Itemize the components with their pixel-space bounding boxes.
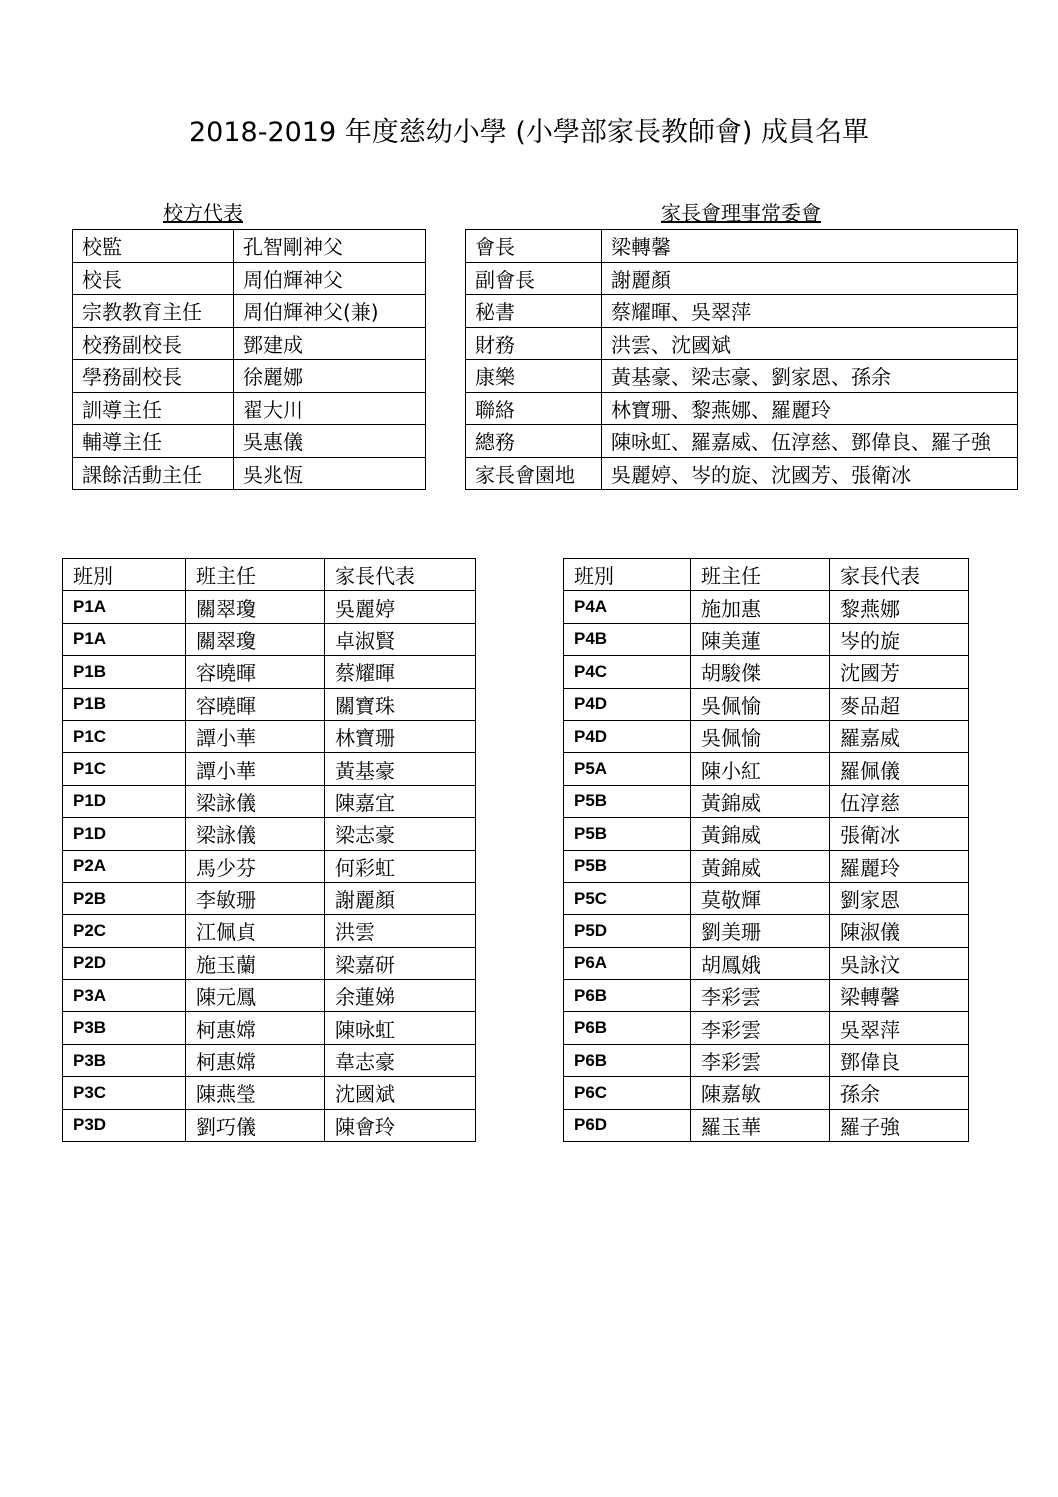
table-cell: P1B xyxy=(63,688,186,720)
table-cell: 陳咏虹 xyxy=(325,1012,476,1044)
table-cell: P6B xyxy=(564,1044,691,1076)
page-title: 2018-2019 年度慈幼小學 (小學部家長教師會) 成員名單 xyxy=(189,117,869,148)
table-cell: P4A xyxy=(564,591,691,623)
table-cell: 伍淳慈 xyxy=(830,785,969,817)
table-row xyxy=(63,818,476,850)
table-row xyxy=(73,230,426,263)
table-row xyxy=(466,457,1018,490)
table-cell: 吳詠汶 xyxy=(830,947,969,979)
table-row xyxy=(564,850,969,882)
table-row xyxy=(63,591,476,623)
table-cell: P3C xyxy=(63,1077,186,1109)
table-row xyxy=(63,753,476,785)
table-row xyxy=(466,360,1018,393)
table-cell: 訓導主任 xyxy=(73,392,234,425)
table-cell: P6B xyxy=(564,1012,691,1044)
table-cell: 陳燕瑩 xyxy=(186,1077,325,1109)
table-cell: 吳麗婷、岑的旋、沈國芳、張衛冰 xyxy=(602,457,1018,490)
table-cell: 鄧偉良 xyxy=(830,1044,969,1076)
column-header: 班別 xyxy=(564,559,691,591)
class-table-left xyxy=(62,558,476,1142)
table-cell: 陳嘉宜 xyxy=(325,785,476,817)
table-row xyxy=(466,230,1018,263)
table-cell: 李彩雲 xyxy=(691,1044,830,1076)
table-cell: 學務副校長 xyxy=(73,360,234,393)
table-row xyxy=(466,392,1018,425)
table-row xyxy=(564,980,969,1012)
table-cell: 吳佩愉 xyxy=(691,688,830,720)
table-cell: 蔡耀暉 xyxy=(325,656,476,688)
parent-committee-table xyxy=(465,229,1018,490)
table-cell: 李敏珊 xyxy=(186,882,325,914)
table-cell: 洪雲、沈國斌 xyxy=(602,327,1018,360)
table-cell: P1B xyxy=(63,656,186,688)
table-row xyxy=(564,947,969,979)
table-cell: P5A xyxy=(564,753,691,785)
table-cell: 吳佩愉 xyxy=(691,720,830,752)
table-cell: 岑的旋 xyxy=(830,623,969,655)
table-cell: 周伯輝神父 xyxy=(234,262,426,295)
table-cell: 梁志豪 xyxy=(325,818,476,850)
table-cell: 家長會園地 xyxy=(466,457,602,490)
column-header: 班主任 xyxy=(186,559,325,591)
table-cell: 課餘活動主任 xyxy=(73,457,234,490)
table-row xyxy=(564,785,969,817)
table-row xyxy=(564,623,969,655)
table-cell: P4C xyxy=(564,656,691,688)
table-cell: 周伯輝神父(兼) xyxy=(234,295,426,328)
table-cell: 施加惠 xyxy=(691,591,830,623)
table-cell: 鄧建成 xyxy=(234,327,426,360)
table-cell: 林寶珊、黎燕娜、羅麗玲 xyxy=(602,392,1018,425)
table-cell: 劉美珊 xyxy=(691,915,830,947)
table-cell: P4D xyxy=(564,720,691,752)
table-row xyxy=(564,720,969,752)
table-cell: 孔智剛神父 xyxy=(234,230,426,263)
table-cell: P5B xyxy=(564,818,691,850)
table-row xyxy=(466,425,1018,458)
table-cell: 卓淑賢 xyxy=(325,623,476,655)
table-cell: 羅子強 xyxy=(830,1109,969,1141)
table-cell: P1C xyxy=(63,753,186,785)
table-cell: 財務 xyxy=(466,327,602,360)
table-cell: 譚小華 xyxy=(186,753,325,785)
table-row xyxy=(63,882,476,914)
table-cell: P4D xyxy=(564,688,691,720)
table-cell: 李彩雲 xyxy=(691,980,830,1012)
table-cell: 沈國芳 xyxy=(830,656,969,688)
table-row xyxy=(63,850,476,882)
table-cell: 柯惠嫦 xyxy=(186,1012,325,1044)
table-cell: P4B xyxy=(564,623,691,655)
table-cell: P5D xyxy=(564,915,691,947)
table-cell: 洪雲 xyxy=(325,915,476,947)
table-cell: 林寶珊 xyxy=(325,720,476,752)
table-cell: P6D xyxy=(564,1109,691,1141)
class-table-right xyxy=(563,558,969,1142)
table-cell: 施玉蘭 xyxy=(186,947,325,979)
table-cell: 羅玉華 xyxy=(691,1109,830,1141)
column-header: 家長代表 xyxy=(325,559,476,591)
table-cell: 會長 xyxy=(466,230,602,263)
table-row xyxy=(73,425,426,458)
table-row xyxy=(466,295,1018,328)
table-row xyxy=(63,1012,476,1044)
table-row xyxy=(63,1109,476,1141)
table-cell: 副會長 xyxy=(466,262,602,295)
table-cell: 劉家恩 xyxy=(830,882,969,914)
table-row xyxy=(73,360,426,393)
table-cell: 羅麗玲 xyxy=(830,850,969,882)
table-cell: 陳小紅 xyxy=(691,753,830,785)
column-header: 班別 xyxy=(63,559,186,591)
table-cell: 校監 xyxy=(73,230,234,263)
table-row xyxy=(564,1044,969,1076)
table-row xyxy=(73,457,426,490)
table-cell: 譚小華 xyxy=(186,720,325,752)
table-row xyxy=(564,753,969,785)
table-cell: P6C xyxy=(564,1077,691,1109)
table-cell: 張衛冰 xyxy=(830,818,969,850)
table-cell: 黃錦威 xyxy=(691,785,830,817)
table-cell: 羅嘉威 xyxy=(830,720,969,752)
table-cell: 陳淑儀 xyxy=(830,915,969,947)
table-cell: 梁轉馨 xyxy=(602,230,1018,263)
table-cell: 劉巧儀 xyxy=(186,1109,325,1141)
table-cell: 吳惠儀 xyxy=(234,425,426,458)
table-cell: 翟大川 xyxy=(234,392,426,425)
table-row xyxy=(564,1012,969,1044)
table-cell: 黃基豪 xyxy=(325,753,476,785)
table-cell: 關翠瓊 xyxy=(186,623,325,655)
table-cell: 容曉暉 xyxy=(186,688,325,720)
table-cell: 柯惠嫦 xyxy=(186,1044,325,1076)
table-cell: P1A xyxy=(63,591,186,623)
table-cell: 宗教教育主任 xyxy=(73,295,234,328)
table-cell: P6B xyxy=(564,980,691,1012)
table-cell: 江佩貞 xyxy=(186,915,325,947)
table-cell: P1D xyxy=(63,818,186,850)
table-row xyxy=(73,262,426,295)
table-cell: 孫余 xyxy=(830,1077,969,1109)
table-header-row xyxy=(564,559,969,591)
table-cell: 沈國斌 xyxy=(325,1077,476,1109)
parent-committee-caption: 家長會理事常委會 xyxy=(661,201,821,225)
table-cell: P1D xyxy=(63,785,186,817)
table-cell: P3D xyxy=(63,1109,186,1141)
school-reps-caption: 校方代表 xyxy=(163,201,243,225)
table-cell: 關寶珠 xyxy=(325,688,476,720)
table-cell: 總務 xyxy=(466,425,602,458)
table-row xyxy=(564,656,969,688)
table-cell: 麥品超 xyxy=(830,688,969,720)
table-cell: 康樂 xyxy=(466,360,602,393)
table-cell: P3A xyxy=(63,980,186,1012)
table-row xyxy=(564,818,969,850)
table-cell: P5B xyxy=(564,850,691,882)
table-row xyxy=(63,623,476,655)
table-cell: 胡鳳娥 xyxy=(691,947,830,979)
table-cell: 秘書 xyxy=(466,295,602,328)
table-cell: 容曉暉 xyxy=(186,656,325,688)
table-cell: 黃基豪、梁志豪、劉家恩、孫余 xyxy=(602,360,1018,393)
table-row xyxy=(63,1044,476,1076)
table-row xyxy=(63,947,476,979)
table-cell: 輔導主任 xyxy=(73,425,234,458)
table-row xyxy=(73,295,426,328)
table-cell: 校長 xyxy=(73,262,234,295)
table-cell: P1C xyxy=(63,720,186,752)
table-cell: 陳會玲 xyxy=(325,1109,476,1141)
table-row xyxy=(466,327,1018,360)
table-row xyxy=(564,688,969,720)
table-cell: 韋志豪 xyxy=(325,1044,476,1076)
table-cell: 梁詠儀 xyxy=(186,818,325,850)
table-cell: 陳嘉敏 xyxy=(691,1077,830,1109)
column-header: 家長代表 xyxy=(830,559,969,591)
school-reps-table xyxy=(72,229,426,490)
table-cell: P2A xyxy=(63,850,186,882)
table-cell: 馬少芬 xyxy=(186,850,325,882)
table-cell: 吳翠萍 xyxy=(830,1012,969,1044)
table-cell: 吳兆恆 xyxy=(234,457,426,490)
table-header-row xyxy=(63,559,476,591)
table-cell: 莫敬輝 xyxy=(691,882,830,914)
table-cell: 余蓮娣 xyxy=(325,980,476,1012)
table-row xyxy=(564,882,969,914)
table-row xyxy=(63,720,476,752)
table-cell: P2B xyxy=(63,882,186,914)
column-header: 班主任 xyxy=(691,559,830,591)
table-cell: 陳元鳳 xyxy=(186,980,325,1012)
table-cell: 吳麗婷 xyxy=(325,591,476,623)
table-row xyxy=(564,591,969,623)
table-cell: P2D xyxy=(63,947,186,979)
table-cell: 謝麗顏 xyxy=(325,882,476,914)
table-row xyxy=(564,1077,969,1109)
table-cell: 陳美蓮 xyxy=(691,623,830,655)
table-cell: 梁詠儀 xyxy=(186,785,325,817)
table-row xyxy=(63,915,476,947)
table-cell: 羅佩儀 xyxy=(830,753,969,785)
table-row xyxy=(466,262,1018,295)
table-cell: 黃錦威 xyxy=(691,850,830,882)
table-cell: 陳咏虹、羅嘉威、伍淳慈、鄧偉良、羅子強 xyxy=(602,425,1018,458)
table-cell: 梁轉馨 xyxy=(830,980,969,1012)
table-cell: 蔡耀暉、吳翠萍 xyxy=(602,295,1018,328)
table-cell: 胡駿傑 xyxy=(691,656,830,688)
table-cell: 關翠瓊 xyxy=(186,591,325,623)
table-cell: P3B xyxy=(63,1044,186,1076)
table-cell: P5B xyxy=(564,785,691,817)
table-cell: 何彩虹 xyxy=(325,850,476,882)
table-cell: 李彩雲 xyxy=(691,1012,830,1044)
table-row xyxy=(73,392,426,425)
table-row xyxy=(63,688,476,720)
table-cell: 徐麗娜 xyxy=(234,360,426,393)
table-cell: P6A xyxy=(564,947,691,979)
table-cell: 校務副校長 xyxy=(73,327,234,360)
table-cell: P3B xyxy=(63,1012,186,1044)
table-cell: 黎燕娜 xyxy=(830,591,969,623)
table-cell: 梁嘉研 xyxy=(325,947,476,979)
table-row xyxy=(63,980,476,1012)
table-row xyxy=(564,1109,969,1141)
table-cell: P2C xyxy=(63,915,186,947)
table-cell: 聯絡 xyxy=(466,392,602,425)
table-row xyxy=(73,327,426,360)
table-cell: P5C xyxy=(564,882,691,914)
table-row xyxy=(63,656,476,688)
table-cell: 黃錦威 xyxy=(691,818,830,850)
table-row xyxy=(63,785,476,817)
table-row xyxy=(564,915,969,947)
table-cell: P1A xyxy=(63,623,186,655)
table-row xyxy=(63,1077,476,1109)
table-cell: 謝麗顏 xyxy=(602,262,1018,295)
